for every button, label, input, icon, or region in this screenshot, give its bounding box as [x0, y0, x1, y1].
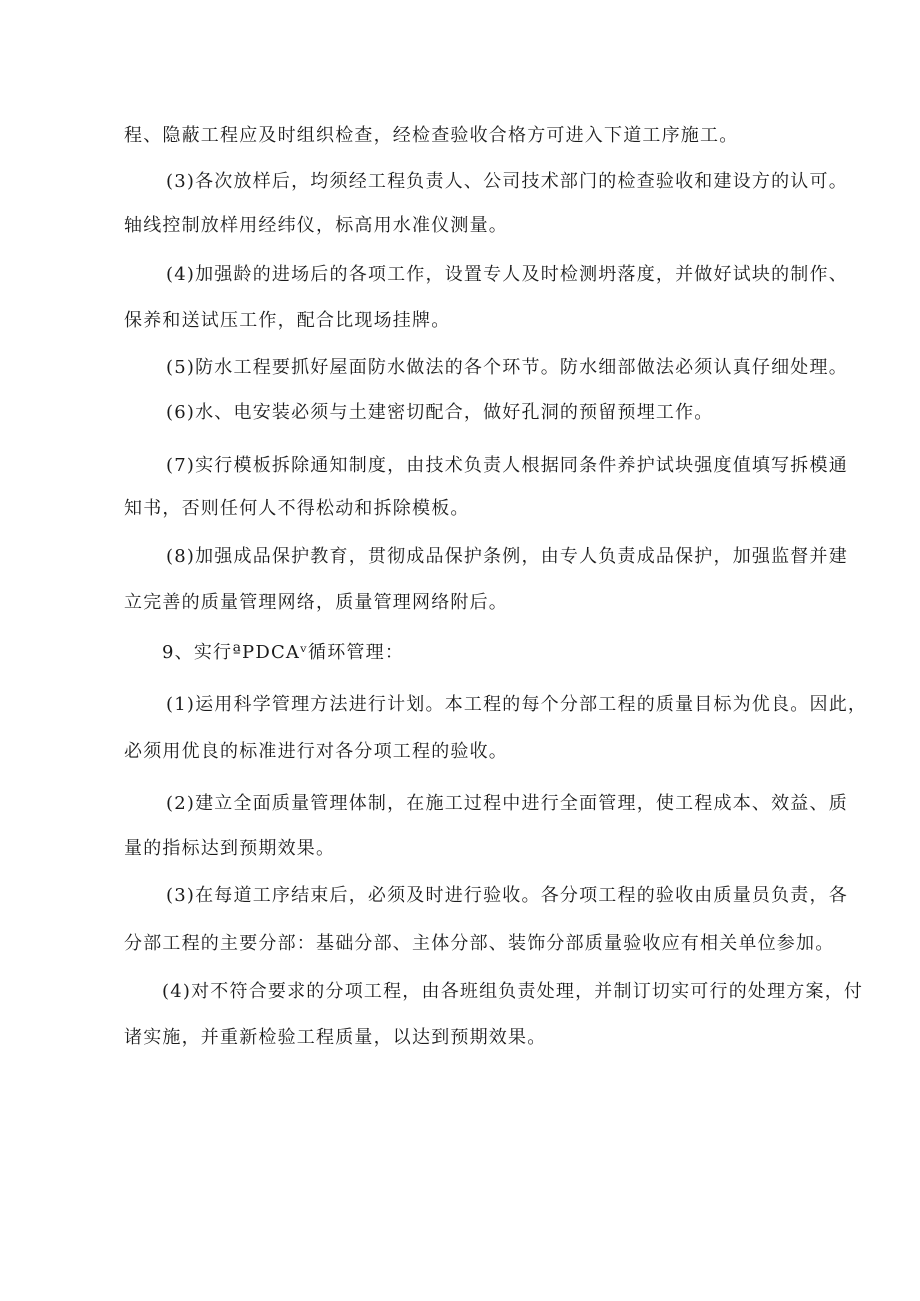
text-line: (1)运用科学管理方法进行计划。本工程的每个分部工程的质量目标为优良。因此， — [166, 694, 868, 715]
text-line: (4)加强龄的进场后的各项工作，设置专人及时检测坍落度，并做好试块的制作、 — [166, 264, 848, 285]
text-line: 必须用优良的标准进行对各分项工程的验收。 — [124, 741, 508, 762]
text-line: (7)实行模板拆除通知制度，由技术负责人根据同条件养护试块强度值填写拆模通 — [166, 455, 848, 476]
text-line: 诸实施，并重新检验工程质量，以达到预期效果。 — [124, 1027, 547, 1048]
text-line: (8)加强成品保护教育，贯彻成品保护条例，由专人负责成品保护，加强监督并建 — [166, 546, 848, 567]
text-line: 量的指标达到预期效果。 — [124, 838, 336, 859]
section-heading: 9、实行ªPDCAᵛ循环管理： — [162, 642, 405, 663]
text-line: 立完善的质量管理网络，质量管理网络附后。 — [124, 592, 508, 613]
text-line: (3)各次放样后，均须经工程负责人、公司技术部门的检查验收和建设方的认可。 — [166, 171, 848, 192]
text-line: 知书，否则任何人不得松动和拆除模板。 — [124, 498, 470, 519]
text-line: (5)防水工程要抓好屋面防水做法的各个环节。防水细部做法必须认真仔细处理。 — [166, 357, 848, 378]
text-line: 轴线控制放样用经纬仪，标高用水准仪测量。 — [124, 215, 508, 236]
text-line: (6)水、电安装必须与土建密切配合，做好孔洞的预留预埋工作。 — [166, 402, 714, 423]
text-line: 保养和送试压工作，配合比现场挂牌。 — [124, 310, 451, 331]
text-line: (4)对不符合要求的分项工程，由各班组负责处理，并制订切实可行的处理方案，付 — [162, 981, 864, 1002]
text-line: 程、隐蔽工程应及时组织检查，经检查验收合格方可进入下道工序施工。 — [124, 125, 739, 146]
text-line: 分部工程的主要分部：基础分部、主体分部、装饰分部质量验收应有相关单位参加。 — [124, 933, 835, 954]
text-line: (2)建立全面质量管理体制，在施工过程中进行全面管理，使工程成本、效益、质 — [166, 793, 848, 814]
text-line: (3)在每道工序结束后，必须及时进行验收。各分项工程的验收由质量员负责，各 — [166, 885, 848, 906]
